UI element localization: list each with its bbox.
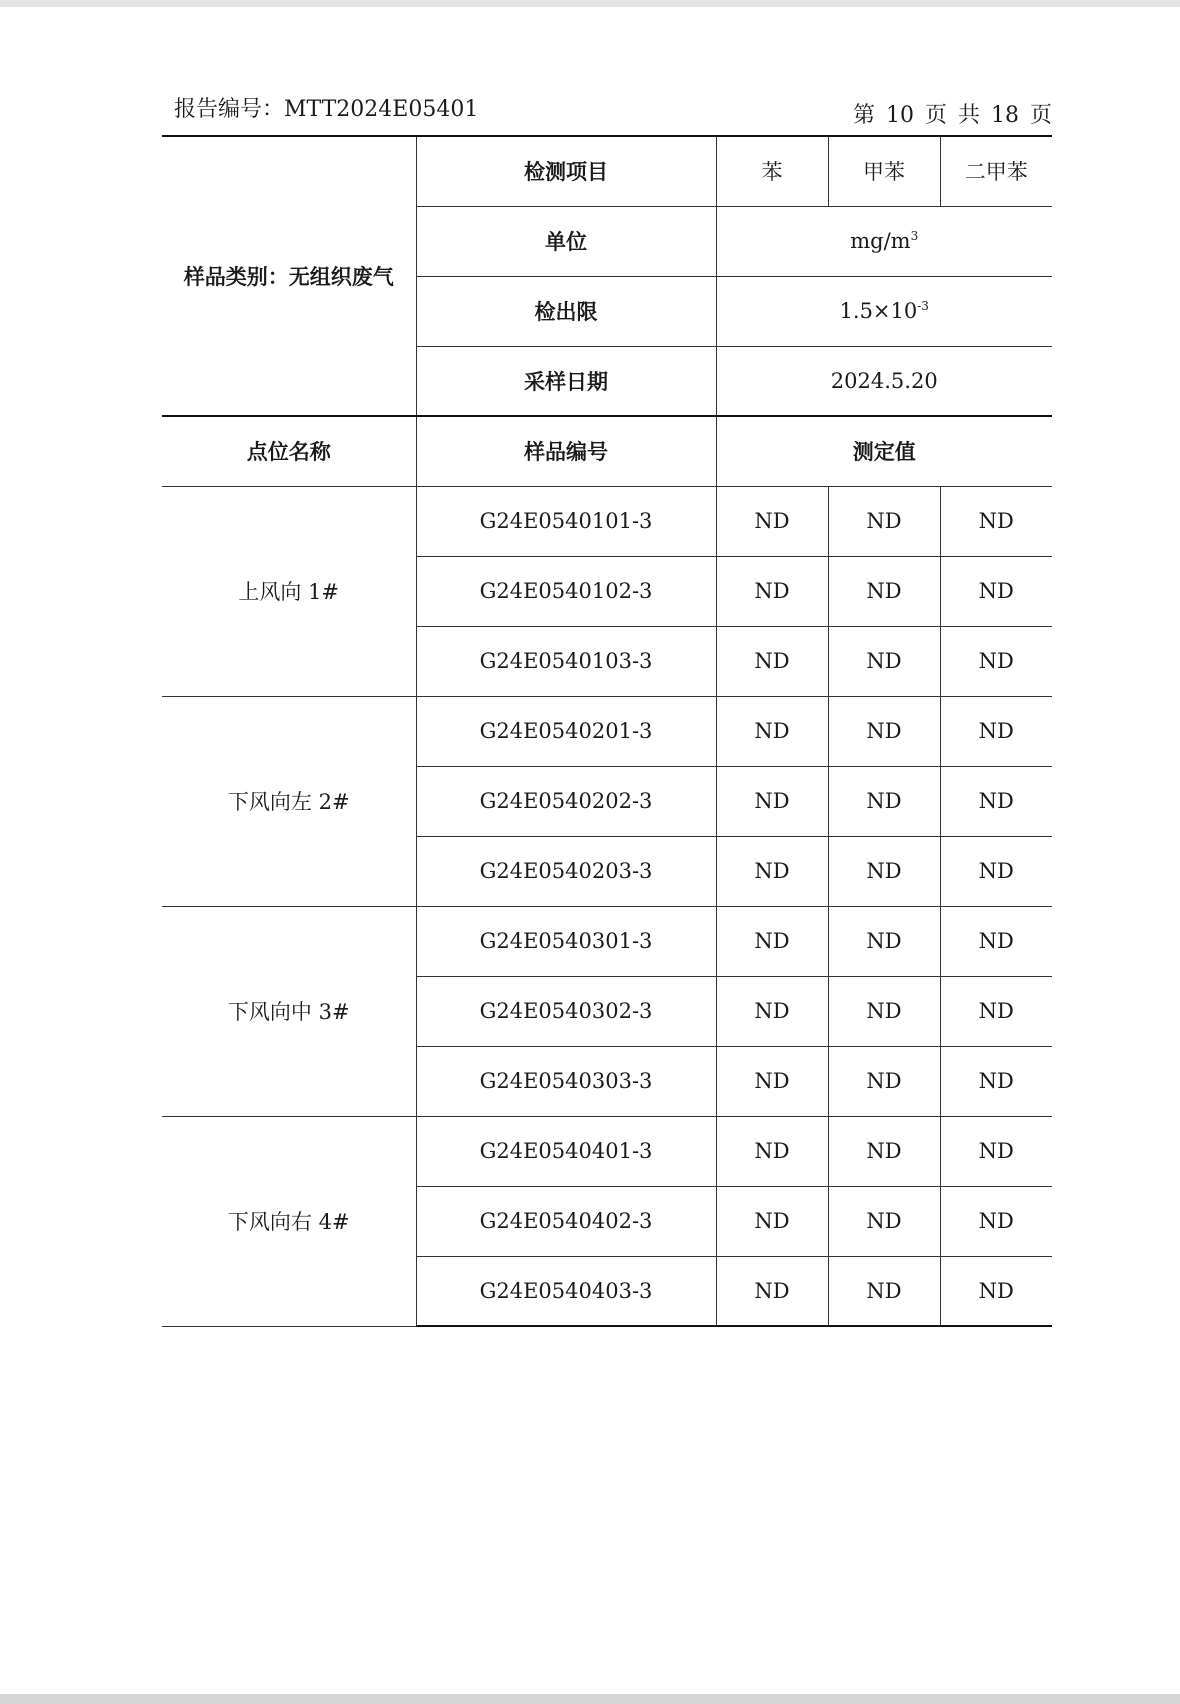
item-benzene: 苯 xyxy=(716,136,828,206)
sample-id: G24E0540402-3 xyxy=(416,1186,716,1256)
table-row xyxy=(162,1116,1052,1186)
sample-id: G24E0540102-3 xyxy=(416,556,716,626)
sample-id: G24E0540303-3 xyxy=(416,1046,716,1116)
measured-value: ND xyxy=(940,906,1052,976)
measured-value: ND xyxy=(828,1116,940,1186)
measured-value: ND xyxy=(940,1116,1052,1186)
point-name: 下风向中 3# xyxy=(162,906,416,1116)
measured-value: ND xyxy=(716,1116,828,1186)
measured-value: ND xyxy=(828,556,940,626)
measured-value: ND xyxy=(940,486,1052,556)
results-table xyxy=(162,135,1052,1327)
measured-value: ND xyxy=(716,836,828,906)
limit-value: $1.5\times 10^{-3}$ xyxy=(716,276,1052,346)
measured-value: ND xyxy=(716,766,828,836)
point-name: 下风向右 4# xyxy=(162,1116,416,1326)
measured-value: ND xyxy=(940,836,1052,906)
table-row xyxy=(162,696,1052,766)
measured-value: ND xyxy=(940,1046,1052,1116)
sample-id: G24E0540203-3 xyxy=(416,836,716,906)
unit-label: 单位 xyxy=(416,206,716,276)
measured-value: ND xyxy=(940,626,1052,696)
column-header-row xyxy=(162,416,1052,486)
col-point-name: 点位名称 xyxy=(162,416,416,486)
sample-id: G24E0540403-3 xyxy=(416,1256,716,1326)
col-sample-no: 样品编号 xyxy=(416,416,716,486)
sample-id: G24E0540401-3 xyxy=(416,1116,716,1186)
col-measured: 测定值 xyxy=(716,416,1052,486)
measured-value: ND xyxy=(716,906,828,976)
measured-value: ND xyxy=(716,976,828,1046)
page-indicator: 第 10 页 共 18 页 xyxy=(853,103,1052,128)
measured-value: ND xyxy=(828,906,940,976)
sample-id: G24E0540202-3 xyxy=(416,766,716,836)
report-number: 报告编号：MTT2024E05401 xyxy=(174,97,479,122)
sample-id: G24E0540103-3 xyxy=(416,626,716,696)
sample-id: G24E0540302-3 xyxy=(416,976,716,1046)
measured-value: ND xyxy=(716,1046,828,1116)
table-row xyxy=(162,486,1052,556)
scan-top-edge xyxy=(0,0,1180,7)
sample-id: G24E0540101-3 xyxy=(416,486,716,556)
measured-value: ND xyxy=(716,1256,828,1326)
scan-bottom-edge xyxy=(0,1694,1180,1704)
measured-value: ND xyxy=(716,696,828,766)
date-label: 采样日期 xyxy=(416,346,716,416)
item-label: 检测项目 xyxy=(416,136,716,206)
date-value: 2024.5.20 xyxy=(716,346,1052,416)
measured-value: ND xyxy=(716,1186,828,1256)
measured-value: ND xyxy=(828,1186,940,1256)
measured-value: ND xyxy=(828,766,940,836)
measured-value: ND xyxy=(716,486,828,556)
measured-value: ND xyxy=(828,1046,940,1116)
measured-value: ND xyxy=(940,696,1052,766)
measured-value: ND xyxy=(940,1256,1052,1326)
items-row xyxy=(162,136,1052,206)
page-header xyxy=(174,88,1052,128)
measured-value: ND xyxy=(828,1256,940,1326)
sample-category: 样品类别：无组织废气 xyxy=(162,136,416,416)
sample-id: G24E0540201-3 xyxy=(416,696,716,766)
item-xylene: 二甲苯 xyxy=(940,136,1052,206)
limit-label: 检出限 xyxy=(416,276,716,346)
measured-value: ND xyxy=(828,486,940,556)
measured-value: ND xyxy=(940,766,1052,836)
table-row xyxy=(162,906,1052,976)
sample-id: G24E0540301-3 xyxy=(416,906,716,976)
measured-value: ND xyxy=(828,626,940,696)
point-name: 上风向 1# xyxy=(162,486,416,696)
measured-value: ND xyxy=(828,836,940,906)
item-toluene: 甲苯 xyxy=(828,136,940,206)
measured-value: ND xyxy=(940,976,1052,1046)
measured-value: ND xyxy=(828,696,940,766)
measured-value: ND xyxy=(716,626,828,696)
measured-value: ND xyxy=(716,556,828,626)
point-name: 下风向左 2# xyxy=(162,696,416,906)
unit-value: $mg/m^3$ xyxy=(716,206,1052,276)
measured-value: ND xyxy=(828,976,940,1046)
measured-value: ND xyxy=(940,1186,1052,1256)
measured-value: ND xyxy=(940,556,1052,626)
